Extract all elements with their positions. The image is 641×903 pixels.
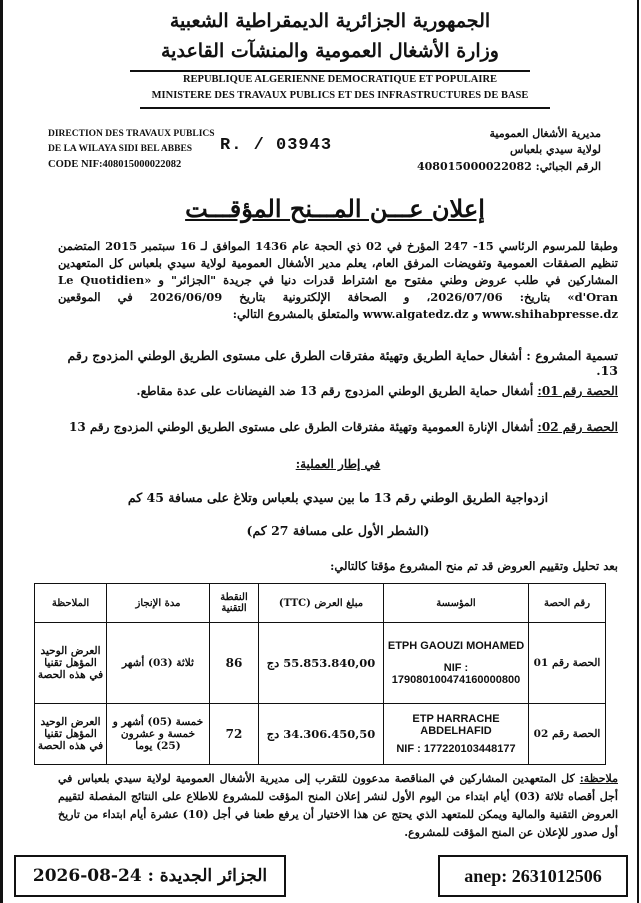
table-row xyxy=(35,623,606,704)
reference-number: R. / 03943 xyxy=(220,136,333,155)
note-paragraph xyxy=(58,770,618,842)
ministry-title-ar: وزارة الأشغال العمومية والمنشآت القاعدية xyxy=(161,40,499,62)
row1-amount: 55.853.840,00 دج xyxy=(259,623,384,704)
lot1-text: أشغال حماية الطريق الوطني المزدوج رقم 13 ضد الفيضانات على عدة مقاطع. xyxy=(136,384,538,398)
operation-context-line1: ازدواجية الطريق الوطني رقم 13 ما بين سيدي بلعباس وتلاغ على مسافة 45 كم xyxy=(127,490,549,505)
ministry-title-fr: MINISTERE DES TRAVAUX PUBLICS ET DES INFRASTRUCTURES DE BASE xyxy=(151,90,529,101)
col-duration: مدة الإنجاز xyxy=(107,584,210,623)
row1-lot: الحصة رقم 01 xyxy=(529,623,606,704)
col-note: الملاحظة xyxy=(35,584,107,623)
direction-fr-line2: DE LA WILAYA SIDI BEL ABBES xyxy=(48,144,193,154)
lot2-text: أشغال الإنارة العمومية وتهيئة مفترقات الطرق على مستوى الطريق الوطني المزدوج رقم 13 xyxy=(69,420,538,434)
intro-paragraph: وطبقا للمرسوم الرئاسي 15- 247 المؤرخ في 02 ذي الحجة عام 1436 الموافق لـ 16 سبتمبر 2015 المتضمن تنظيم الصفقات العمومية وتفويضات المرفق العام، يعلم مدير الأشغال العمومية لولاية سيدي بلعباس كل المتعهدين المشاركين في طلب عروض وطني مفتوح مع اشتراط قدرات دنيا في جريدة "الجزائر" و «Le Quotidien d'Oran» بتاريخ: 2026/07/06، و الصحافة الإلكترونية بتاريخ 2026/06/09 في الموقعين www.shihabpresse.dz و www.algatedz.dz والمتعلق بالمشروع التالي: xyxy=(58,239,619,321)
left-border xyxy=(0,0,3,903)
row1-duration: ثلاثة (03) أشهر xyxy=(107,623,210,704)
header-rule xyxy=(130,70,530,72)
lot2-line xyxy=(58,420,618,434)
row1-company-cell xyxy=(384,623,529,704)
anep-footer: anep: 2631012506 xyxy=(438,855,628,897)
row2-amount: 34.306.450,50 دج xyxy=(259,704,384,765)
col-company: المؤسسة xyxy=(384,584,529,623)
project-name: تسمية المشروع : أشغال حماية الطريق وتهيئة مفترقات الطرق على مستوى الطريق الوطني المزدوج رقم 13. xyxy=(67,348,618,378)
newspaper-footer: الجزائر الجديدة : 24-08-2026 xyxy=(14,855,286,897)
row1-score: 86 xyxy=(210,623,259,704)
republic-title-fr: REPUBLIQUE ALGERIENNE DEMOCRATIQUE ET POPULAIRE xyxy=(182,74,498,85)
nif-ar: الرقم الجبائي: 408015000022082 xyxy=(417,160,601,173)
row1-company: ETPH GAOUZI MOHAMED xyxy=(387,640,525,652)
operation-context-line2: (الشطر الأول على مسافة 27 كم) xyxy=(246,523,430,538)
header-rule-2 xyxy=(140,107,550,109)
col-score: النقطة التقنية xyxy=(210,584,259,623)
row1-note: العرض الوحيد المؤهل تقنيا في هذه الحصة xyxy=(35,623,107,704)
award-table xyxy=(34,583,606,765)
table-header-row xyxy=(35,584,606,623)
direction-ar-line2: لولاية سيدي بلعباس xyxy=(510,143,601,156)
note-text: كل المتعهدين المشاركين في المناقصة مدعوون للتقرب إلى مديرية الأشغال العمومية لولاية سيدي بلعباس في أجل أقصاه ثلاثة (03) أيام ابتداء من اليوم الأول لنشر إعلان المنح المؤقت للمشروع للاطلاع على النتائج المفصلة لتقييم العروض التقنية والمالية ويمكن للمتعهد الذي يحتج عن هذا الاختيار أن يرفع طعنا في أجل (10) عشرة أيام ابتداء من تاريخ أول صدور للإعلان عن المنح المؤقت للمشروع. xyxy=(58,772,618,839)
republic-title-ar: الجمهورية الجزائرية الديمقراطية الشعبية xyxy=(169,10,491,32)
lot1-label: الحصة رقم 01: xyxy=(537,384,618,398)
col-lot: رقم الحصة xyxy=(529,584,606,623)
operation-context-label: في إطار العملية: xyxy=(295,457,381,471)
nif-fr: CODE NIF:408015000022082 xyxy=(48,159,182,170)
row2-company-cell xyxy=(384,704,529,765)
row2-note: العرض الوحيد المؤهل تقنيا في هذه الحصة xyxy=(35,704,107,765)
row1-nif: NIF : 179080100474160000800 xyxy=(391,662,521,686)
row2-duration: خمسة (05) أشهر و خمسة و عشرون (25) يوما xyxy=(107,704,210,765)
row2-nif: NIF : 177220103448177 xyxy=(396,743,516,755)
direction-fr-line1: DIRECTION DES TRAVAUX PUBLICS xyxy=(48,129,215,139)
announcement-title: إعلان عـــن المـــنح المؤقـــت xyxy=(185,194,485,223)
lot1-line xyxy=(58,384,618,398)
table-row xyxy=(35,704,606,765)
col-amount: مبلغ العرض (TTC) xyxy=(259,584,384,623)
row2-company: ETP HARRACHE ABDELHAFID xyxy=(412,713,500,737)
table-intro: بعد تحليل وتقييم العروض قد تم منح المشروع مؤقتا كالتالي: xyxy=(330,559,618,573)
note-label: ملاحظة: xyxy=(579,772,618,785)
lot2-label: الحصة رقم 02: xyxy=(537,420,618,434)
direction-ar-line1: مديرية الأشغال العمومية xyxy=(489,127,601,140)
row2-lot: الحصة رقم 02 xyxy=(529,704,606,765)
row2-score: 72 xyxy=(210,704,259,765)
right-border xyxy=(637,0,639,903)
